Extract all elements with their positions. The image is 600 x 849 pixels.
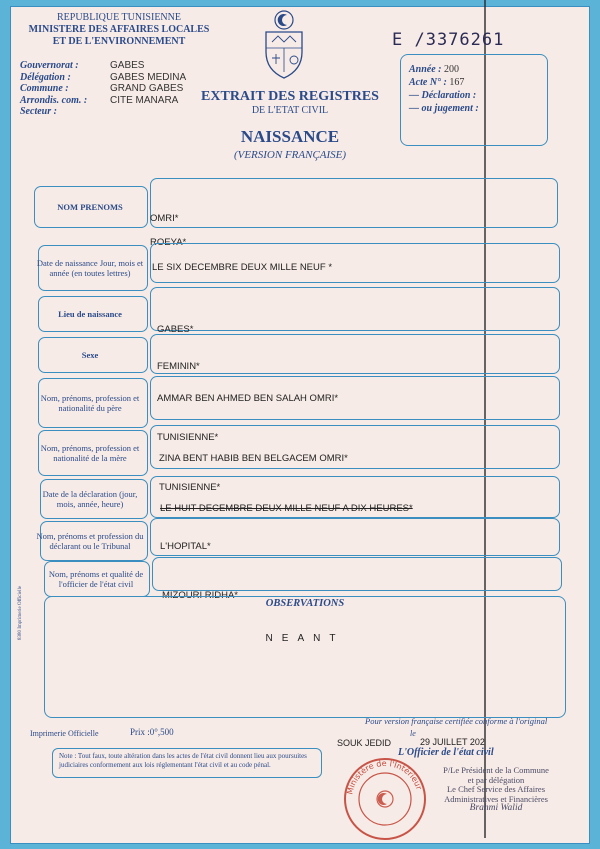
admin-value-gouvernorat: GABES	[110, 60, 145, 71]
label-mother: Nom, prénoms, profession et nationalité de la mère	[40, 443, 140, 463]
stamp-text: Ministère de l'Intérieur	[345, 758, 424, 796]
issue-date: 29 JUILLET 202	[420, 737, 485, 747]
act-number-label: Acte N° :	[409, 77, 447, 88]
sig-line2: et par délégation	[467, 774, 525, 785]
value-officer: MIZOURI RIDHA*	[162, 590, 238, 601]
price-label: Prix :0°,500	[130, 727, 174, 737]
registry-info-box	[400, 54, 548, 146]
value-box-sex	[150, 334, 560, 374]
admin-label-secteur: Secteur :	[20, 106, 57, 117]
label-father: Nom, prénoms, profession et nationalité du père	[40, 393, 140, 413]
value-box-birth-place	[150, 287, 560, 331]
issue-place: SOUK JEDID	[337, 738, 392, 748]
label-declarant: Nom, prénoms et profession du déclarant ou le Tribunal	[36, 531, 144, 551]
official-stamp-icon	[340, 755, 430, 843]
officer-title: L'Officier de l'état civil	[398, 747, 494, 758]
sig-line4: Administratives et Financières	[444, 793, 548, 804]
value-box-declarant	[150, 518, 560, 556]
year-value: 200	[444, 64, 459, 75]
value-father: AMMAR BEN AHMED BEN SALAH OMRI*	[157, 393, 339, 404]
value-firstname: ROEYA*	[150, 237, 187, 248]
label-sex: Sexe	[81, 350, 99, 360]
value-declarant: L'HOPITAL*	[160, 541, 211, 552]
printer-vertical-note: 8380 Imprimerie Officielle	[18, 585, 23, 640]
coat-of-arms-icon	[256, 8, 312, 84]
document-type-main: NAISSANCE	[240, 127, 340, 146]
ministry-line1: MINISTERE DES AFFAIRES LOCALES	[28, 24, 210, 35]
document-title	[180, 90, 400, 118]
admin-label-arrondissement: Arrondis. com. :	[20, 94, 88, 106]
admin-value-commune: GRAND GABES	[110, 83, 184, 94]
label-declaration-date: Date de la déclaration (jour, mois, année, heure)	[42, 489, 138, 509]
value-box-officer	[152, 557, 562, 591]
serial-number: E /3376261	[392, 30, 505, 50]
administrative-block	[20, 60, 186, 118]
ministry-line2: ET DE L'ENVIRONNEMENT	[52, 36, 186, 47]
admin-label-commune: Commune :	[20, 83, 69, 94]
country-name: REPUBLIQUE TUNISIENNE	[57, 12, 181, 23]
value-mother: ZINA BENT HABIB BEN BELGACEM OMRI*	[159, 453, 348, 464]
admin-value-delegation: GABES MEDINA	[110, 71, 187, 83]
admin-value-arrondissement: CITE MANARA	[110, 94, 179, 106]
value-father-nationality: TUNISIENNE*	[157, 432, 219, 443]
issue-date-prefix: le	[410, 729, 416, 738]
label-birth-date: Date de naissance Jour, mois et année (en toutes lettres)	[36, 258, 144, 278]
signature-block	[426, 766, 566, 814]
year-label: Année :	[409, 64, 442, 75]
certification-line: Pour version française certifiée conforme à l'original	[365, 716, 548, 726]
value-surname: OMRI*	[150, 213, 179, 224]
printer-label: Imprimerie Officielle	[30, 729, 99, 738]
observations-box	[44, 596, 566, 718]
signer-name: Brahmi Walid	[469, 803, 523, 813]
label-name: NOM PRENOMS	[57, 202, 123, 212]
value-box-name	[150, 178, 558, 228]
label-officer: Nom, prénoms et qualité de l'officier de l'état civil	[48, 569, 144, 589]
observations-title: OBSERVATIONS	[265, 598, 345, 609]
title-line2: DE L'ETAT CIVIL	[251, 105, 329, 116]
document-type	[180, 128, 400, 164]
value-declaration-date: LE HUIT DECEMBRE DEUX MILLE NEUF A DIX HEURES*	[160, 503, 413, 514]
admin-label-gouvernorat: Gouvernorat :	[20, 60, 79, 71]
observations-value: NEANT	[265, 633, 345, 644]
legal-note: Note : Tout faux, toute altération dans les actes de l'état civil donnent lieu aux poursuites judiciaires conformement aux lois réglementant l'état civil et au code pénal.	[52, 748, 322, 778]
sig-line1: P/Le Président de la Commune	[443, 765, 549, 775]
value-birth-date: LE SIX DECEMBRE DEUX MILLE NEUF *	[152, 262, 333, 273]
sig-line3: Le Chef Service des Affaires	[446, 784, 546, 794]
value-birth-place: GABES*	[157, 324, 194, 335]
value-sex: FEMININ*	[157, 361, 200, 372]
act-number-value: 167	[449, 77, 465, 88]
title-line1: EXTRAIT DES REGISTRES	[201, 89, 379, 104]
declaration-label: — Déclaration :	[409, 90, 477, 101]
judgment-label: — ou jugement :	[409, 103, 479, 114]
svg-text:Ministère de l'Intérieur	[345, 759, 423, 795]
admin-label-delegation: Délégation :	[20, 71, 71, 83]
label-birth-place: Lieu de naissance	[58, 309, 122, 319]
document-version: (VERSION FRANÇAISE)	[233, 149, 347, 161]
value-mother-nationality: TUNISIENNE*	[159, 482, 221, 493]
header-authority	[14, 12, 224, 48]
